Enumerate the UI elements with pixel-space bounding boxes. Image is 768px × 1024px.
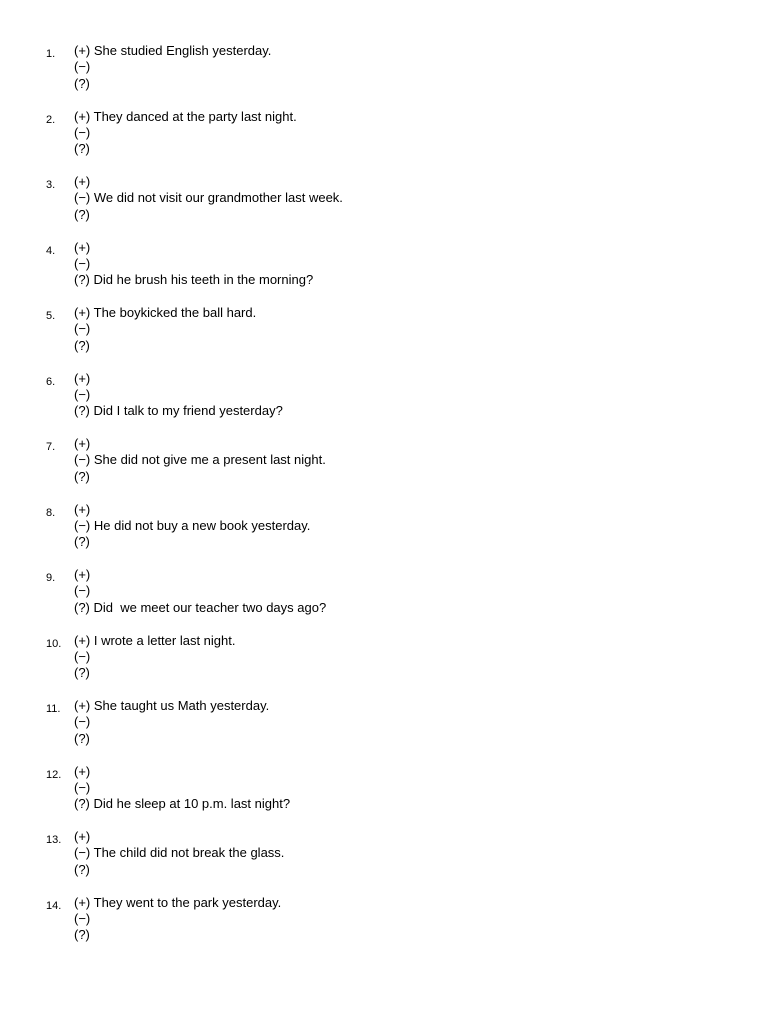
item-number: 6. bbox=[46, 375, 56, 388]
item-number: 10. bbox=[46, 637, 62, 650]
negative-sentence: (−) She did not give me a present last night. bbox=[74, 452, 326, 468]
exercise-item bbox=[46, 502, 726, 568]
exercise-item bbox=[46, 764, 726, 830]
question-sentence: (?) Did he sleep at 10 p.m. last night? bbox=[74, 796, 291, 812]
positive-sentence: (+) bbox=[74, 436, 91, 451]
positive-sentence: (+) I wrote a letter last night. bbox=[74, 632, 236, 648]
exercise-list bbox=[46, 43, 726, 960]
question-sentence: (?) bbox=[74, 141, 90, 157]
item-number: 7. bbox=[46, 441, 56, 453]
question-sentence: (?) bbox=[74, 665, 90, 681]
positive-sentence: (+) bbox=[74, 763, 91, 779]
item-number: 14. bbox=[46, 899, 62, 912]
negative-sentence: (−) bbox=[74, 59, 91, 75]
exercise-item bbox=[46, 240, 726, 306]
item-number: 1. bbox=[46, 48, 56, 60]
negative-sentence: (−) The child did not break the glass. bbox=[74, 845, 285, 861]
question-sentence: (?) Did we meet our teacher two days ago? bbox=[74, 599, 327, 615]
positive-sentence: (+) bbox=[74, 501, 91, 517]
item-lines bbox=[74, 43, 271, 92]
negative-sentence: (−) bbox=[74, 779, 91, 795]
item-number: 9. bbox=[46, 572, 56, 584]
item-lines bbox=[74, 436, 326, 485]
question-sentence: (?) Did I talk to my friend yesterday? bbox=[74, 403, 283, 419]
item-lines bbox=[74, 764, 290, 813]
item-lines bbox=[74, 371, 283, 420]
question-sentence: (?) bbox=[74, 927, 90, 943]
negative-sentence: (−) He did not buy a new book yesterday. bbox=[74, 517, 311, 533]
item-number: 3. bbox=[46, 179, 56, 191]
exercise-item bbox=[46, 174, 726, 240]
question-sentence: (?) bbox=[74, 730, 90, 746]
item-lines bbox=[74, 829, 284, 878]
question-sentence: (?) bbox=[74, 468, 90, 484]
item-lines bbox=[74, 109, 297, 158]
positive-sentence: (+) They danced at the party last night. bbox=[74, 108, 297, 124]
exercise-item bbox=[46, 633, 726, 699]
positive-sentence: (+) bbox=[74, 174, 91, 189]
negative-sentence: (−) bbox=[74, 321, 91, 337]
positive-sentence: (+) bbox=[74, 829, 91, 844]
exercise-item bbox=[46, 567, 726, 633]
item-number: 13. bbox=[46, 834, 62, 846]
exercise-item bbox=[46, 305, 726, 371]
question-sentence: (?) Did he brush his teeth in the morning? bbox=[74, 272, 314, 288]
question-sentence: (?) bbox=[74, 206, 90, 222]
negative-sentence: (−) bbox=[74, 386, 91, 402]
exercise-item bbox=[46, 109, 726, 175]
item-lines bbox=[74, 698, 269, 747]
item-number: 11. bbox=[46, 703, 61, 715]
question-sentence: (?) bbox=[74, 75, 90, 91]
exercise-item bbox=[46, 371, 726, 437]
item-number: 2. bbox=[46, 113, 56, 126]
negative-sentence: (−) bbox=[74, 910, 91, 926]
negative-sentence: (−) We did not visit our grandmother last week. bbox=[74, 190, 343, 206]
exercise-item bbox=[46, 829, 726, 895]
item-number: 8. bbox=[46, 506, 56, 519]
positive-sentence: (+) bbox=[74, 567, 91, 582]
item-lines bbox=[74, 633, 235, 682]
positive-sentence: (+) The boykicked the ball hard. bbox=[74, 305, 257, 320]
negative-sentence: (−) bbox=[74, 714, 91, 730]
item-lines bbox=[74, 502, 310, 551]
item-number: 4. bbox=[46, 244, 56, 257]
negative-sentence: (−) bbox=[74, 648, 91, 664]
positive-sentence: (+) She studied English yesterday. bbox=[74, 43, 272, 58]
positive-sentence: (+) She taught us Math yesterday. bbox=[74, 698, 270, 713]
item-lines bbox=[74, 174, 343, 223]
exercise-item bbox=[46, 698, 726, 764]
positive-sentence: (+) They went to the park yesterday. bbox=[74, 894, 282, 910]
item-lines bbox=[74, 305, 256, 354]
item-lines bbox=[74, 895, 281, 944]
negative-sentence: (−) bbox=[74, 124, 91, 140]
positive-sentence: (+) bbox=[74, 239, 91, 255]
exercise-item bbox=[46, 895, 726, 961]
item-number: 5. bbox=[46, 310, 56, 322]
exercise-item bbox=[46, 43, 726, 109]
negative-sentence: (−) bbox=[74, 583, 91, 599]
question-sentence: (?) bbox=[74, 337, 90, 353]
question-sentence: (?) bbox=[74, 534, 90, 550]
positive-sentence: (+) bbox=[74, 370, 91, 386]
item-lines bbox=[74, 240, 313, 289]
negative-sentence: (−) bbox=[74, 255, 91, 271]
exercise-item bbox=[46, 436, 726, 502]
question-sentence: (?) bbox=[74, 861, 90, 877]
item-lines bbox=[74, 567, 326, 616]
item-number: 12. bbox=[46, 768, 62, 781]
